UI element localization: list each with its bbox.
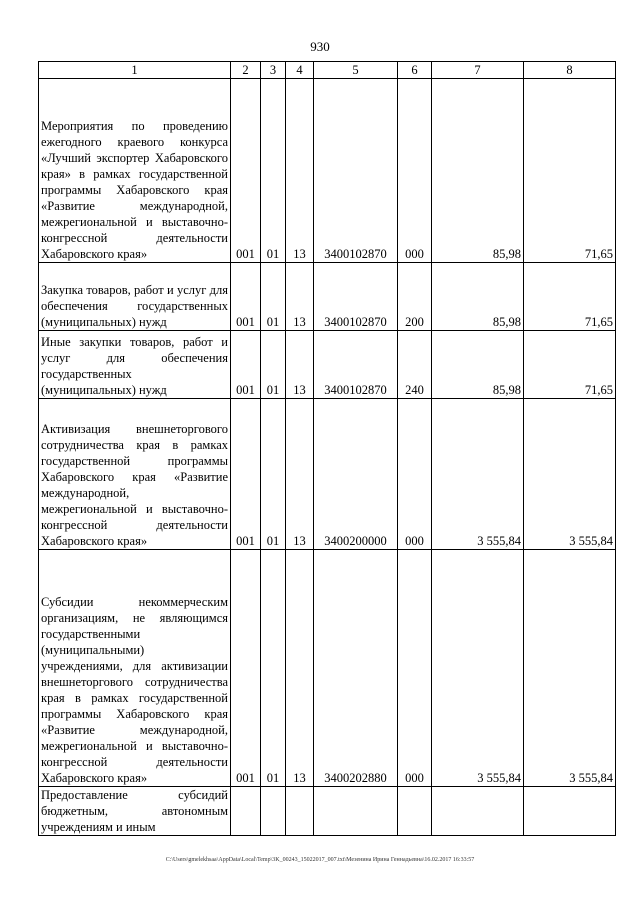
amount-cell: 71,65 [524, 263, 616, 331]
amount-cell: 3 555,84 [524, 399, 616, 550]
row-name: Субсидии некоммерческим организациям, не являющимся государственными (муниципальными) учреждениями, для активизации внешнеторгового сотрудничества края в рамках государственной программы Хабаровского края «Развитие международной, межрегиональной и выставочно-конгрессной деятельности Хабаровского края» [39, 550, 231, 787]
code-cell: 000 [398, 550, 432, 787]
amount-cell: 3 555,84 [432, 399, 524, 550]
amount-cell: 85,98 [432, 263, 524, 331]
table-row [39, 331, 616, 399]
code-cell: 3400202880 [314, 550, 398, 787]
code-cell: 3400102870 [314, 331, 398, 399]
row-name: Предоставление субсидий бюджетным, автономным учреждениям и иным [39, 787, 231, 836]
code-cell: 001 [231, 263, 261, 331]
header-cell: 8 [524, 62, 616, 79]
code-cell: 240 [398, 331, 432, 399]
page-number: 930 [310, 39, 330, 54]
amount-cell [524, 787, 616, 836]
table-row [39, 263, 616, 331]
header-cell: 4 [286, 62, 314, 79]
code-cell: 13 [286, 331, 314, 399]
row-name: Мероприятия по проведению ежегодного краевого конкурса «Лучший экспортер Хабаровского края» в рамках государственной программы Хабаровского края «Развитие международной, межрегиональной и выставочно-конгрессной деятельности Хабаровского края» [39, 79, 231, 263]
amount-cell: 3 555,84 [524, 550, 616, 787]
code-cell: 001 [231, 399, 261, 550]
header-cell: 3 [261, 62, 286, 79]
row-name: Активизация внешнеторгового сотрудничества края в рамках государственной программы Хабаровского края «Развитие международной, межрегиональной и выставочно-конгрессной деятельности Хабаровского края» [39, 399, 231, 550]
amount-cell: 71,65 [524, 331, 616, 399]
code-cell [231, 787, 261, 836]
budget-table [38, 61, 616, 836]
code-cell: 01 [261, 79, 286, 263]
amount-cell: 71,65 [524, 79, 616, 263]
amount-cell: 3 555,84 [432, 550, 524, 787]
table-row [39, 79, 616, 263]
header-cell: 2 [231, 62, 261, 79]
code-cell: 13 [286, 79, 314, 263]
table-header-row [39, 62, 616, 79]
code-cell: 000 [398, 399, 432, 550]
code-cell: 13 [286, 399, 314, 550]
code-cell: 001 [231, 550, 261, 787]
table-row [39, 399, 616, 550]
code-cell: 13 [286, 550, 314, 787]
code-cell [314, 787, 398, 836]
file-path-footer: C:\Users\gmelekhsaa\AppData\Local\Temp\3K_00243_15022017_007.txt\Мезенина Ирина Геннадьевна\16.02.2017 16:33:57 [165, 857, 475, 863]
code-cell [261, 787, 286, 836]
amount-cell [432, 787, 524, 836]
code-cell: 13 [286, 263, 314, 331]
table-row [39, 787, 616, 836]
code-cell: 200 [398, 263, 432, 331]
code-cell [398, 787, 432, 836]
code-cell: 3400102870 [314, 263, 398, 331]
code-cell: 01 [261, 263, 286, 331]
code-cell: 000 [398, 79, 432, 263]
code-cell [286, 787, 314, 836]
header-cell: 1 [39, 62, 231, 79]
code-cell: 001 [231, 79, 261, 263]
amount-cell: 85,98 [432, 79, 524, 263]
row-name: Иные закупки товаров, работ и услуг для обеспечения государственных (муниципальных) нужд [39, 331, 231, 399]
code-cell: 01 [261, 399, 286, 550]
code-cell: 01 [261, 550, 286, 787]
amount-cell: 85,98 [432, 331, 524, 399]
row-name: Закупка товаров, работ и услуг для обеспечения государственных (муниципальных) нужд [39, 263, 231, 331]
header-cell: 5 [314, 62, 398, 79]
code-cell: 001 [231, 331, 261, 399]
code-cell: 3400200000 [314, 399, 398, 550]
code-cell: 3400102870 [314, 79, 398, 263]
header-cell: 7 [432, 62, 524, 79]
code-cell: 01 [261, 331, 286, 399]
table-row [39, 550, 616, 787]
header-cell: 6 [398, 62, 432, 79]
